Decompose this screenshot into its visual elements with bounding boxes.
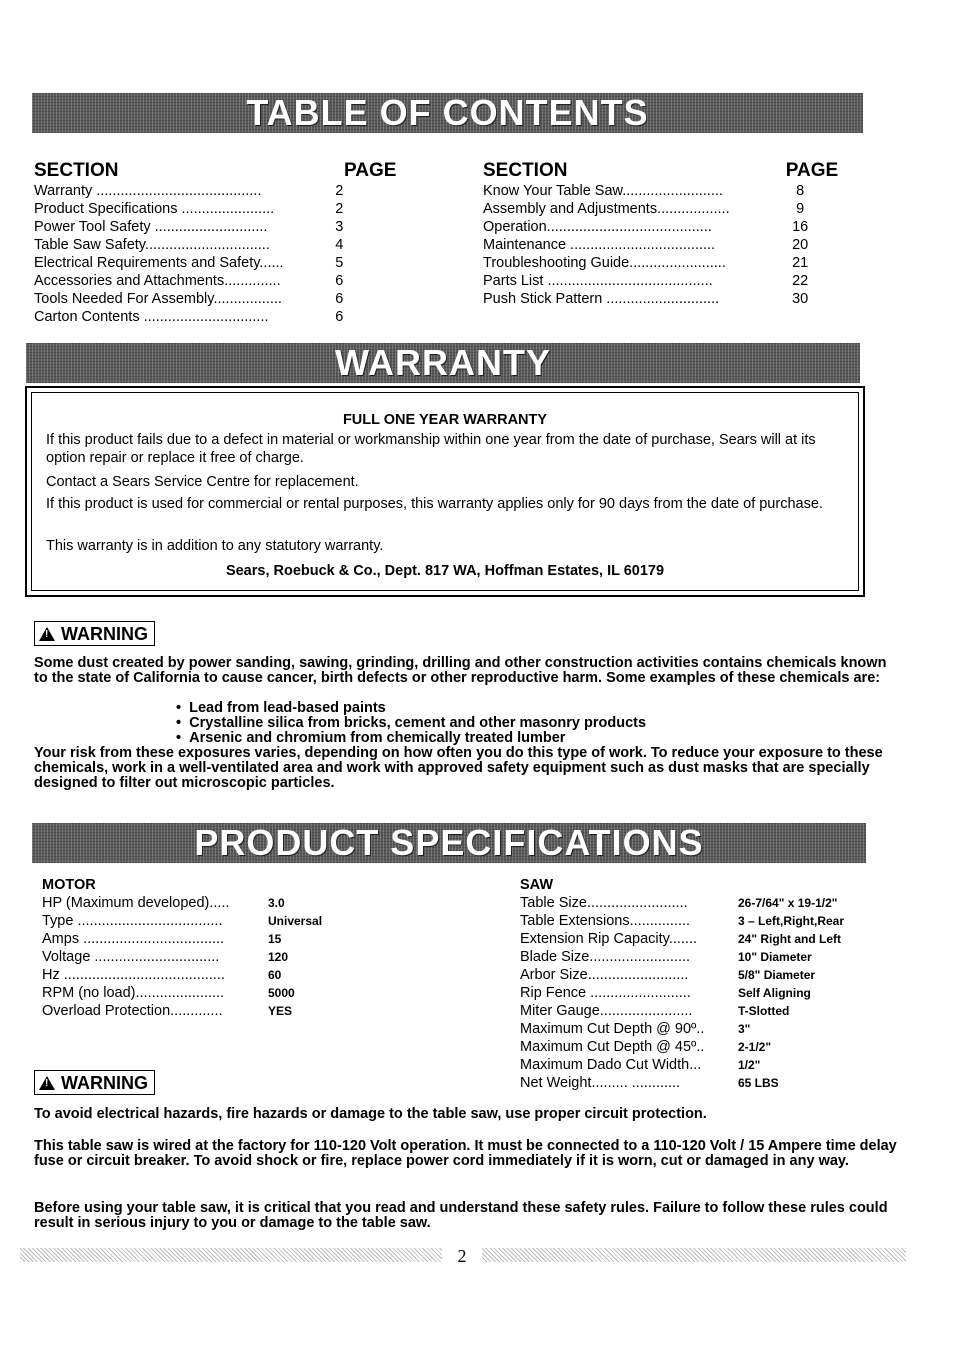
spec-label: Table Extensions............... [520, 913, 691, 929]
warranty-banner [26, 343, 860, 383]
toc-entry-page: 2 [335, 201, 344, 217]
spec-row [520, 912, 870, 930]
motor-header: MOTOR [42, 877, 96, 893]
spec-value: T-Slotted [738, 1004, 790, 1018]
toc-entry [483, 254, 853, 272]
spec-value: 120 [268, 950, 289, 964]
toc-entry [483, 200, 853, 218]
toc-entry [483, 236, 853, 254]
warning-label-1 [34, 621, 155, 646]
toc-entry-page: 4 [335, 237, 344, 253]
spec-row [520, 894, 870, 912]
spec-value: 10" Diameter [738, 950, 812, 964]
spec-row [520, 1074, 870, 1092]
toc-entry [483, 290, 853, 308]
toc-entry-label: Electrical Requirements and Safety...... [34, 255, 284, 271]
spec-label: Table Size......................... [520, 895, 688, 911]
warning-triangle-icon [39, 1076, 55, 1090]
spec-row [520, 948, 870, 966]
toc-entry-label: Assembly and Adjustments.................. [483, 201, 730, 217]
spec-row [42, 912, 342, 930]
toc-entry [34, 236, 394, 254]
spec-label: Maximum Cut Depth @ 90º.. [520, 1021, 705, 1037]
toc-entry [483, 218, 853, 236]
toc-entry-label: Table Saw Safety............................... [34, 237, 270, 253]
spec-row [520, 1002, 870, 1020]
spec-row [520, 1038, 870, 1056]
spec-value: Universal [268, 914, 323, 928]
specs-banner [32, 823, 866, 863]
toc-section-header-right: SECTION [483, 160, 568, 181]
spec-label: Overload Protection............. [42, 1003, 223, 1019]
spec-value: 1/2" [738, 1058, 761, 1072]
motor-specs [42, 876, 342, 1020]
warning-triangle-icon [39, 627, 55, 641]
spec-label: Maximum Cut Depth @ 45º.. [520, 1039, 705, 1055]
warning2-p2: This table saw is wired at the factory for 110-120 Volt operation. It must be connected to a 110-120 Volt / 15 Ampere time delay fuse or circuit breaker. To avoid shock or fire, replace power cord immediately if it is worn, cut or damaged in any way. [34, 1138, 897, 1169]
toc-entry-label: Maintenance .................................... [483, 237, 716, 253]
spec-label: Net Weight......... ............ [520, 1075, 681, 1091]
toc-entry-page: 6 [335, 273, 344, 289]
spec-value: 5000 [268, 986, 295, 1000]
spec-row [520, 966, 870, 984]
toc-entry [483, 182, 853, 200]
spec-value: 65 LBS [738, 1076, 779, 1090]
toc-entry-label: Tools Needed For Assembly................. [34, 291, 282, 307]
spec-value: Self Aligning [738, 986, 811, 1000]
spec-row [42, 966, 342, 984]
warning1-outro: Your risk from these exposures varies, depending on how often you do this type of work. To reduce your exposure to these chemicals, work in a well-ventilated area and work with approved safety equipment such as dust masks that are specially designed to filter out microscopic particles. [34, 745, 883, 791]
toc-entry [34, 290, 394, 308]
warning1-bullet: • Arsenic and chromium from chemically treated lumber [176, 730, 566, 746]
toc-entry-label: Know Your Table Saw......................... [483, 183, 723, 199]
warranty-title: WARRANTY [335, 342, 551, 383]
toc-entry [483, 272, 853, 290]
toc-entry-label: Product Specifications ....................... [34, 201, 275, 217]
spec-value: 2-1/2" [738, 1040, 772, 1054]
toc-entry [34, 308, 394, 326]
warning-label-2 [34, 1070, 155, 1095]
toc-entry-page: 22 [792, 273, 809, 289]
spec-row [42, 984, 342, 1002]
spec-value: 15 [268, 932, 282, 946]
toc-title: TABLE OF CONTENTS [246, 92, 649, 133]
toc-entry-page: 6 [335, 309, 344, 325]
toc-entry-label: Accessories and Attachments.............. [34, 273, 281, 289]
spec-value: 3" [738, 1022, 751, 1036]
spec-label: Hz ........................................ [42, 967, 225, 983]
spec-row [520, 984, 870, 1002]
specs-title: PRODUCT SPECIFICATIONS [194, 822, 704, 863]
footer-bar-right [482, 1248, 906, 1262]
toc-entry-page: 2 [335, 183, 344, 199]
spec-value: 5/8" Diameter [738, 968, 816, 982]
spec-row [42, 894, 342, 912]
toc-right-column [483, 160, 853, 308]
spec-label: Miter Gauge....................... [520, 1003, 693, 1019]
toc-entry-page: 30 [792, 291, 809, 307]
spec-label: Rip Fence ......................... [520, 985, 691, 1001]
warning1-intro: Some dust created by power sanding, sawing, grinding, drilling and other construction activities contains chemicals known to the state of California to cause cancer, birth defects or other reproductive harm. Some examples of these chemicals are: [34, 655, 887, 686]
toc-entry-page: 20 [792, 237, 809, 253]
toc-entry-page: 3 [335, 219, 344, 235]
warranty-p1: If this product fails due to a defect in material or workmanship within one year from the date of purchase, Sears will at its option repair or replace it free of charge. [46, 432, 816, 466]
toc-banner [32, 93, 863, 133]
toc-entry-page: 6 [335, 291, 344, 307]
page-number: 2 [457, 1246, 467, 1266]
toc-entry [34, 200, 394, 218]
saw-specs [520, 876, 870, 1092]
toc-entry-label: Warranty ......................................... [34, 183, 262, 199]
spec-label: Amps ................................... [42, 931, 225, 947]
warranty-p3: If this product is used for commercial or rental purposes, this warranty applies only for 90 days from the date of purchase. [46, 496, 823, 512]
warning-label-text: WARNING [61, 1072, 148, 1093]
warranty-box [25, 386, 865, 597]
spec-row [520, 930, 870, 948]
spec-label: Maximum Dado Cut Width... [520, 1057, 702, 1073]
toc-entry-page: 16 [792, 219, 809, 235]
warning1-bullet: • Crystalline silica from bricks, cement and other masonry products [176, 715, 647, 731]
toc-page-header-right: PAGE [785, 160, 839, 181]
toc-entry [34, 218, 394, 236]
warranty-p2: Contact a Sears Service Centre for replacement. [46, 474, 359, 490]
toc-left-column [34, 160, 397, 326]
toc-entry [34, 272, 394, 290]
spec-value: 60 [268, 968, 282, 982]
warning2-p1: To avoid electrical hazards, fire hazards or damage to the table saw, use proper circuit protection. [34, 1106, 707, 1122]
toc-entry-label: Power Tool Safety ............................ [34, 219, 268, 235]
spec-value: 3 – Left,Right,Rear [738, 914, 845, 928]
toc-entry-label: Carton Contents ............................... [34, 309, 269, 325]
toc-entry-label: Parts List ......................................... [483, 273, 713, 289]
spec-label: Extension Rip Capacity....... [520, 931, 698, 947]
toc-entry [34, 254, 394, 272]
spec-row [42, 948, 342, 966]
spec-row [520, 1056, 870, 1074]
spec-label: Voltage ............................... [42, 949, 220, 965]
toc-entry-label: Push Stick Pattern ............................ [483, 291, 720, 307]
toc-entry-label: Operation......................................... [483, 219, 712, 235]
spec-row [42, 930, 342, 948]
toc-entry-page: 5 [335, 255, 344, 271]
warranty-heading: FULL ONE YEAR WARRANTY [342, 412, 548, 428]
toc-entry [34, 182, 394, 200]
warning-label-text: WARNING [61, 623, 148, 644]
spec-label: HP (Maximum developed)..... [42, 895, 230, 911]
saw-header: SAW [520, 877, 554, 893]
spec-value: 24" Right and Left [738, 932, 842, 946]
spec-label: Type .................................... [42, 913, 223, 929]
spec-row [42, 1002, 342, 1020]
toc-entry-page: 8 [796, 183, 805, 199]
spec-label: Blade Size......................... [520, 949, 691, 965]
warranty-p4: This warranty is in addition to any statutory warranty. [46, 538, 384, 554]
toc-section-header: SECTION [34, 160, 119, 181]
footer-bar-left [20, 1248, 442, 1262]
warning1-bullet: • Lead from lead-based paints [176, 700, 386, 716]
spec-label: Arbor Size......................... [520, 967, 689, 983]
spec-value: 26-7/64" x 19-1/2" [738, 896, 838, 910]
toc-entry-page: 9 [796, 201, 805, 217]
spec-value: 3.0 [268, 896, 285, 910]
warning2-p3: Before using your table saw, it is critical that you read and understand these safety rules. Failure to follow these rules could result in serious injury to you or damage to the table saw. [34, 1200, 888, 1231]
toc-entry-page: 21 [792, 255, 809, 271]
toc-entry-label: Troubleshooting Guide........................ [483, 255, 726, 271]
spec-value: YES [268, 1004, 293, 1018]
spec-row [520, 1020, 870, 1038]
toc-page-header: PAGE [344, 160, 397, 181]
warranty-address: Sears, Roebuck & Co., Dept. 817 WA, Hoffman Estates, IL 60179 [225, 563, 665, 579]
spec-label: RPM (no load)...................... [42, 985, 225, 1001]
